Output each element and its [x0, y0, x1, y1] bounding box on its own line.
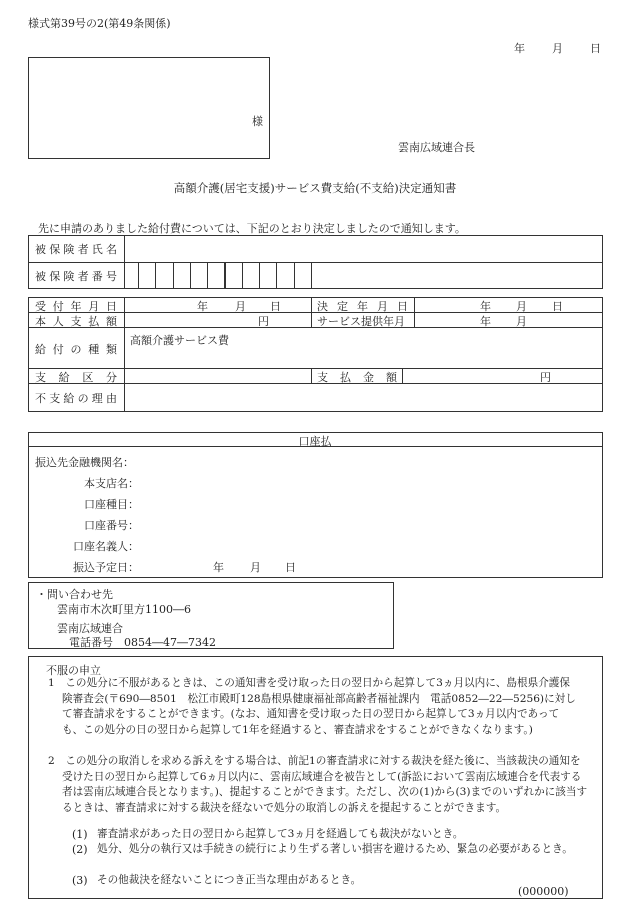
insured-number-digit-cell[interactable] — [138, 263, 156, 289]
insured-number-label: 被 保 険 者 番 号 — [35, 270, 117, 283]
transfer-year: 年 — [213, 561, 224, 574]
payment-amount-yen: 円 — [540, 371, 551, 384]
account-type-label: 口座種目： — [84, 498, 139, 511]
insured-number-digit-cell[interactable] — [173, 263, 191, 289]
decision-day: 日 — [552, 300, 563, 313]
addressee-suffix: 様 — [252, 115, 263, 128]
appeal-item-1: 審査請求があった日の翌日から起算して3ヵ月を経過しても裁決がないとき。 — [97, 828, 464, 840]
issuer-name: 雲南広域連合長 — [398, 141, 475, 154]
appeal-paragraph-1: 1 この処分に不服があるときは、この通知書を受け取った日の翌日から起算して3ヵ月以内に、島根県介護保険審査会(〒690―8501 松江市殿町128島根県健康福祉部高齢者福祉課内 電話0852―22―5256)に対して審査請求をすることができます。(なお、通知書を受け取った日の翌日から起算して3ヵ月以内であっても、この処分の日の翌日から起算して1年を経過すると、審査請求をすることができなくなります。) — [48, 677, 576, 736]
insured-number-digit-cell[interactable] — [225, 263, 243, 289]
transfer-date-label: 振込予定日： — [73, 561, 139, 574]
insured-number-digit-cell[interactable] — [190, 263, 208, 289]
service-month-label: サービス提供年月 — [317, 315, 405, 328]
benefit-type-value: 高額介護サービス費 — [130, 334, 229, 347]
account-header: 口座払 — [298, 435, 332, 448]
contact-heading: ・問い合わせ先 — [36, 588, 113, 601]
appeal-paragraph-2: 2 この処分の取消しを求める訴えをする場合は、前記1の審査請求に対する裁決を経た後に、当該裁決の通知を受けた日の翌日から起算して6ヵ月以内に、雲南広域連合を被告として(訴訟において雲南広域連合を代表する者は雲南広域連合長となります。)、提起することができます。ただし、次の(1)から(3)までのいずれかに該当するときは、審査請求に対する裁決を経ないで処分の取消しの訴えを提起することができます。 — [48, 755, 588, 814]
page-title: 高額介護(居宅支援)サービス費支給(不支給)決定通知書 — [173, 181, 457, 195]
appeal-item-3-number: (3) — [72, 874, 88, 887]
insured-number-digit-cell[interactable] — [294, 263, 312, 289]
appeal-item-3: その他裁決を経ないことにつき正当な理由があるとき。 — [97, 874, 362, 886]
payment-class-label: 支 給 区 分 — [35, 371, 117, 384]
decision-year: 年 — [480, 300, 491, 313]
payment-amount-label: 支 払 金 額 — [317, 371, 397, 384]
received-year: 年 — [197, 300, 208, 313]
self-pay-label: 本 人 支 払 額 — [35, 315, 117, 328]
service-month: 月 — [516, 315, 527, 328]
received-day: 日 — [270, 300, 281, 313]
self-pay-yen: 円 — [258, 315, 269, 328]
contact-org: 雲南広域連合 — [57, 622, 123, 635]
form-number: 様式第39号の2(第49条関係) — [28, 17, 171, 30]
transfer-day: 日 — [285, 561, 296, 574]
date-day-label: 日 — [590, 42, 601, 55]
date-year-label: 年 — [514, 42, 525, 55]
addressee-box — [28, 57, 270, 159]
appeal-heading: 不服の申立 — [46, 664, 101, 677]
insured-number-digit-cell[interactable] — [276, 263, 294, 289]
insured-number-digit-cell[interactable] — [259, 263, 277, 289]
service-year: 年 — [480, 315, 491, 328]
received-month: 月 — [235, 300, 246, 313]
insured-name-label: 被 保 険 者 氏 名 — [35, 243, 117, 256]
insured-number-digit-cell[interactable] — [155, 263, 173, 289]
account-holder-label: 口座名義人： — [73, 540, 139, 553]
branch-label: 本支店名： — [84, 477, 139, 490]
transfer-month: 月 — [250, 561, 261, 574]
insured-number-digit-cell[interactable] — [207, 263, 225, 289]
appeal-item-1-number: (1) — [72, 828, 88, 841]
intro-text: 先に申請のありました給付費については、下記のとおり決定しましたので通知します。 — [38, 222, 466, 235]
insured-number-digit-cell[interactable] — [242, 263, 260, 289]
document-code: (000000) — [518, 885, 569, 898]
contact-phone: 電話番号 0854―47―7342 — [69, 636, 216, 649]
contact-address: 雲南市木次町里方1100―6 — [57, 603, 191, 616]
decision-month: 月 — [516, 300, 527, 313]
appeal-item-2: 処分、処分の執行又は手続きの続行により生ずる著しい損害を避けるため、緊急の必要があるとき。 — [97, 843, 573, 855]
benefit-type-label: 給 付 の 種 類 — [35, 343, 117, 356]
account-number-label: 口座番号： — [84, 519, 139, 532]
received-date-label: 受 付 年 月 日 — [35, 300, 117, 313]
date-month-label: 月 — [552, 42, 563, 55]
non-payment-reason-label: 不 支 給 の 理 由 — [35, 392, 117, 405]
appeal-item-2-number: (2) — [72, 843, 88, 856]
decision-date-label: 決 定 年 月 日 — [317, 300, 408, 313]
bank-name-label: 振込先金融機関名： — [35, 456, 134, 469]
